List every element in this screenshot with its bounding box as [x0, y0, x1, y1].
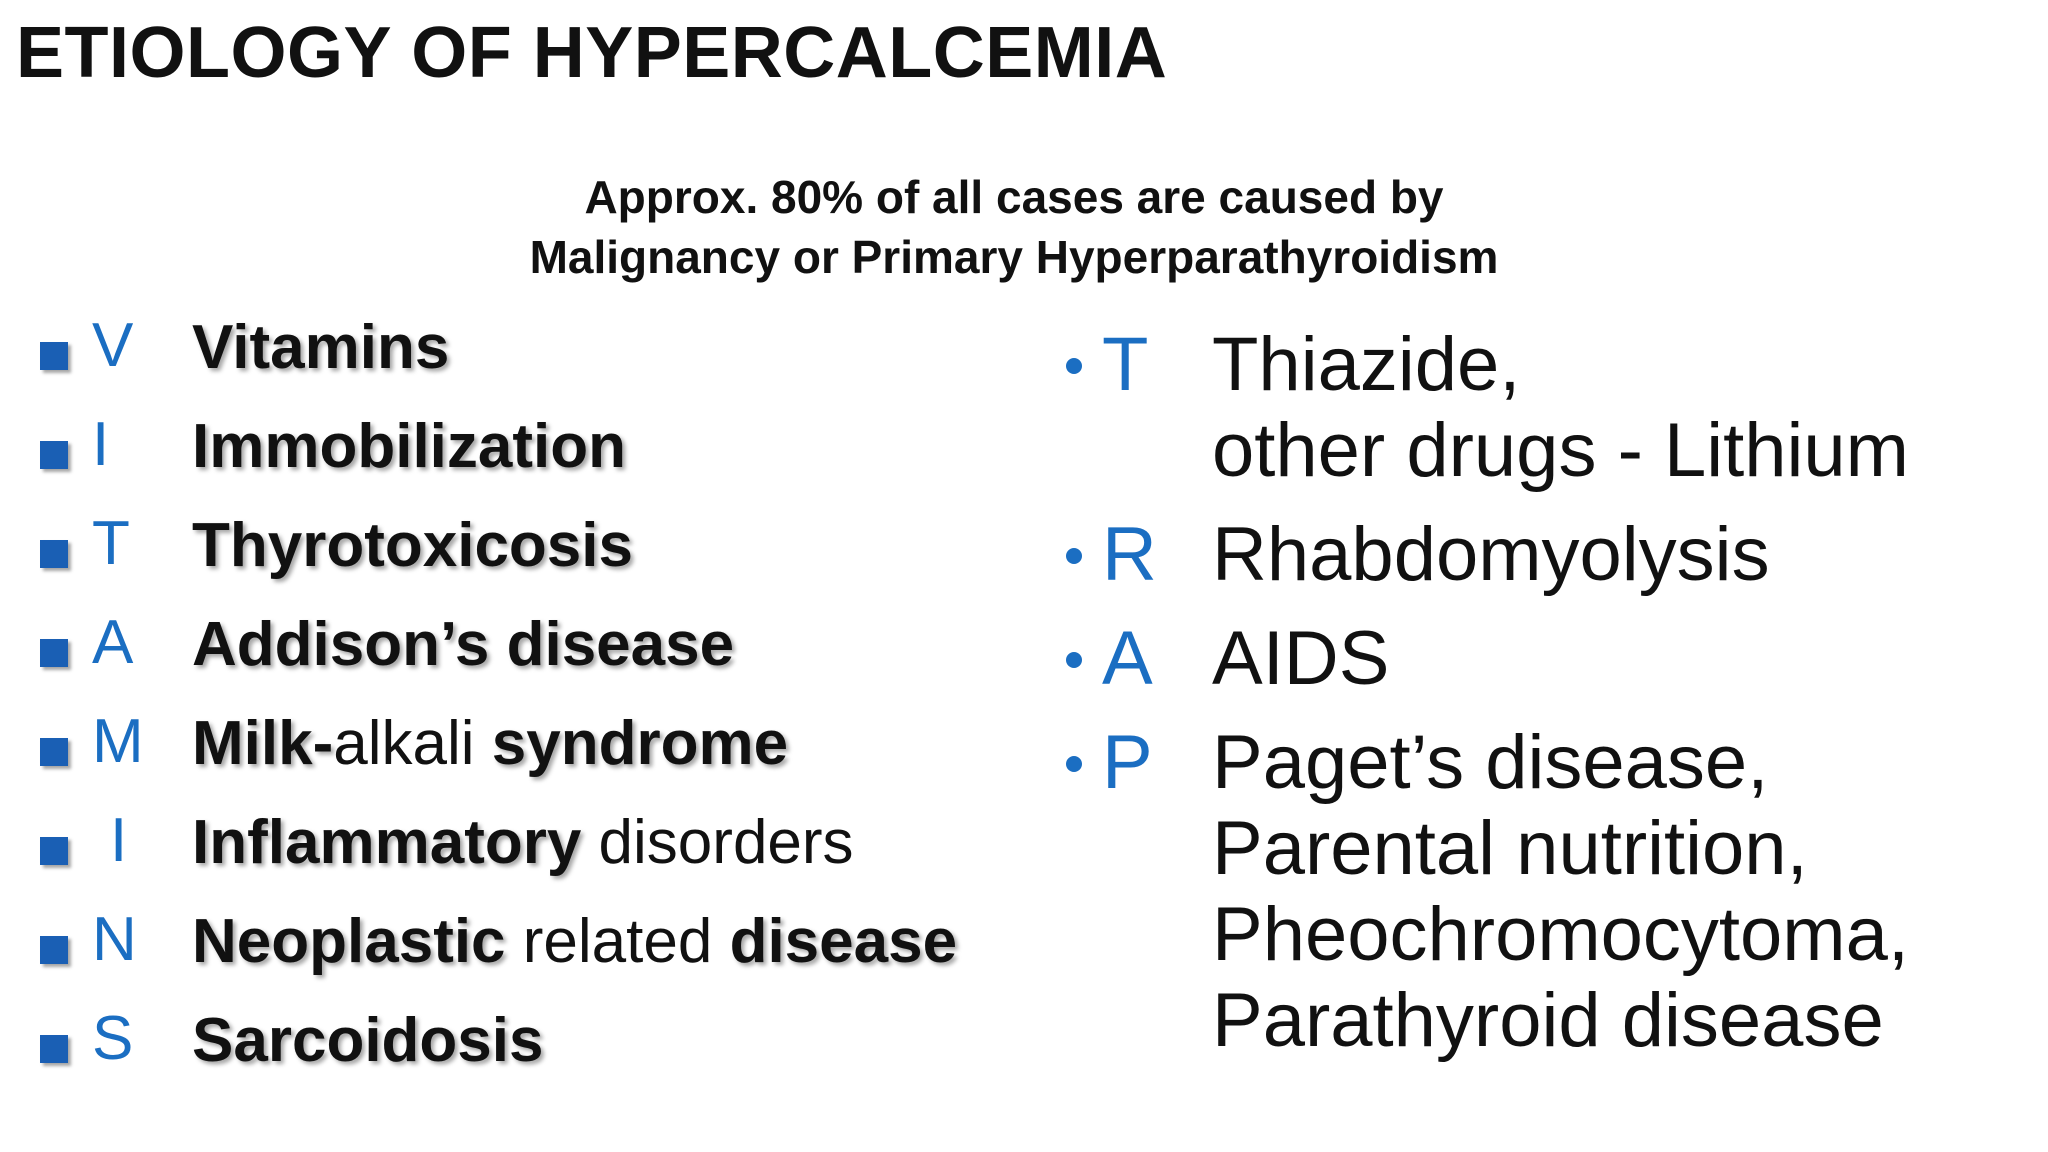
list-item	[0, 599, 1000, 679]
cause-text	[192, 708, 788, 779]
cause-text-line: Parental nutrition,	[1212, 806, 1808, 891]
subtitle-line-1: Approx. 80% of all cases are caused by	[584, 171, 1444, 223]
list-item	[0, 995, 1000, 1075]
cause-text	[1212, 720, 1909, 1064]
mnemonic-letter: P	[1102, 720, 1153, 805]
list-item	[0, 698, 1000, 778]
cause-text-part: related	[505, 907, 730, 976]
cause-text	[192, 312, 449, 383]
mnemonic-letter: T	[92, 509, 130, 578]
list-item	[0, 500, 1000, 580]
square-bullet-icon	[40, 837, 68, 865]
square-bullet-icon	[40, 441, 68, 469]
cause-text	[192, 906, 957, 977]
mnemonic-letter: R	[1102, 512, 1157, 597]
cause-text-part: Inflammatory	[192, 808, 582, 877]
square-bullet-icon	[40, 540, 68, 568]
list-item	[0, 797, 1000, 877]
cause-text	[1212, 322, 1909, 494]
cause-text	[192, 609, 734, 680]
cause-text	[1212, 616, 1389, 702]
round-bullet-icon	[1066, 652, 1082, 668]
cause-text-part: Thyrotoxicosis	[192, 511, 633, 580]
round-bullet-icon	[1066, 358, 1082, 374]
mnemonic-letter: A	[1102, 616, 1153, 701]
list-item	[0, 302, 1000, 382]
cause-text-part: Sarcoidosis	[192, 1006, 544, 1075]
mnemonic-letter: A	[92, 608, 134, 677]
mnemonic-letter: T	[1102, 322, 1149, 407]
mnemonic-letter: I	[110, 806, 128, 875]
cause-text-line: other drugs - Lithium	[1212, 408, 1909, 493]
cause-text-line: Parathyroid disease	[1212, 978, 1884, 1063]
round-bullet-icon	[1066, 756, 1082, 772]
mnemonic-letter: N	[92, 905, 137, 974]
mnemonic-letter: M	[92, 707, 144, 776]
list-item	[0, 401, 1000, 481]
cause-text-part: Vitamins	[192, 313, 450, 382]
cause-text-part: disorders	[581, 808, 854, 877]
cause-text	[192, 510, 633, 581]
cause-text-line: Paget’s disease,	[1212, 720, 1769, 805]
square-bullet-icon	[40, 1035, 68, 1063]
cause-text	[192, 807, 854, 878]
cause-text-line: AIDS	[1212, 616, 1390, 701]
cause-text-part: disease	[729, 907, 958, 976]
square-bullet-icon	[40, 738, 68, 766]
cause-text-line: Pheochromocytoma,	[1212, 892, 1909, 977]
cause-text	[192, 1005, 543, 1076]
cause-text-part: Neoplastic	[192, 907, 506, 976]
subtitle-line-2: Malignancy or Primary Hyperparathyroidism	[529, 231, 1499, 283]
cause-text-part: Milk-	[192, 709, 334, 778]
cause-text-part: alkali	[333, 709, 492, 778]
square-bullet-icon	[40, 936, 68, 964]
round-bullet-icon	[1066, 548, 1082, 564]
slide-title: ETIOLOGY OF HYPERCALCEMIA	[16, 13, 1168, 93]
cause-text-part: Addison’s disease	[192, 610, 735, 679]
mnemonic-letter: I	[92, 410, 110, 479]
cause-text-part: syndrome	[491, 709, 789, 778]
cause-text	[192, 411, 626, 482]
mnemonic-letter: V	[92, 311, 134, 380]
list-item	[0, 896, 1000, 976]
cause-text-line: Thiazide,	[1212, 322, 1521, 407]
cause-text	[1212, 512, 1770, 598]
square-bullet-icon	[40, 639, 68, 667]
cause-text-part: Immobilization	[192, 412, 626, 481]
mnemonic-letter: S	[92, 1004, 134, 1073]
square-bullet-icon	[40, 342, 68, 370]
cause-text-line: Rhabdomyolysis	[1212, 512, 1770, 597]
